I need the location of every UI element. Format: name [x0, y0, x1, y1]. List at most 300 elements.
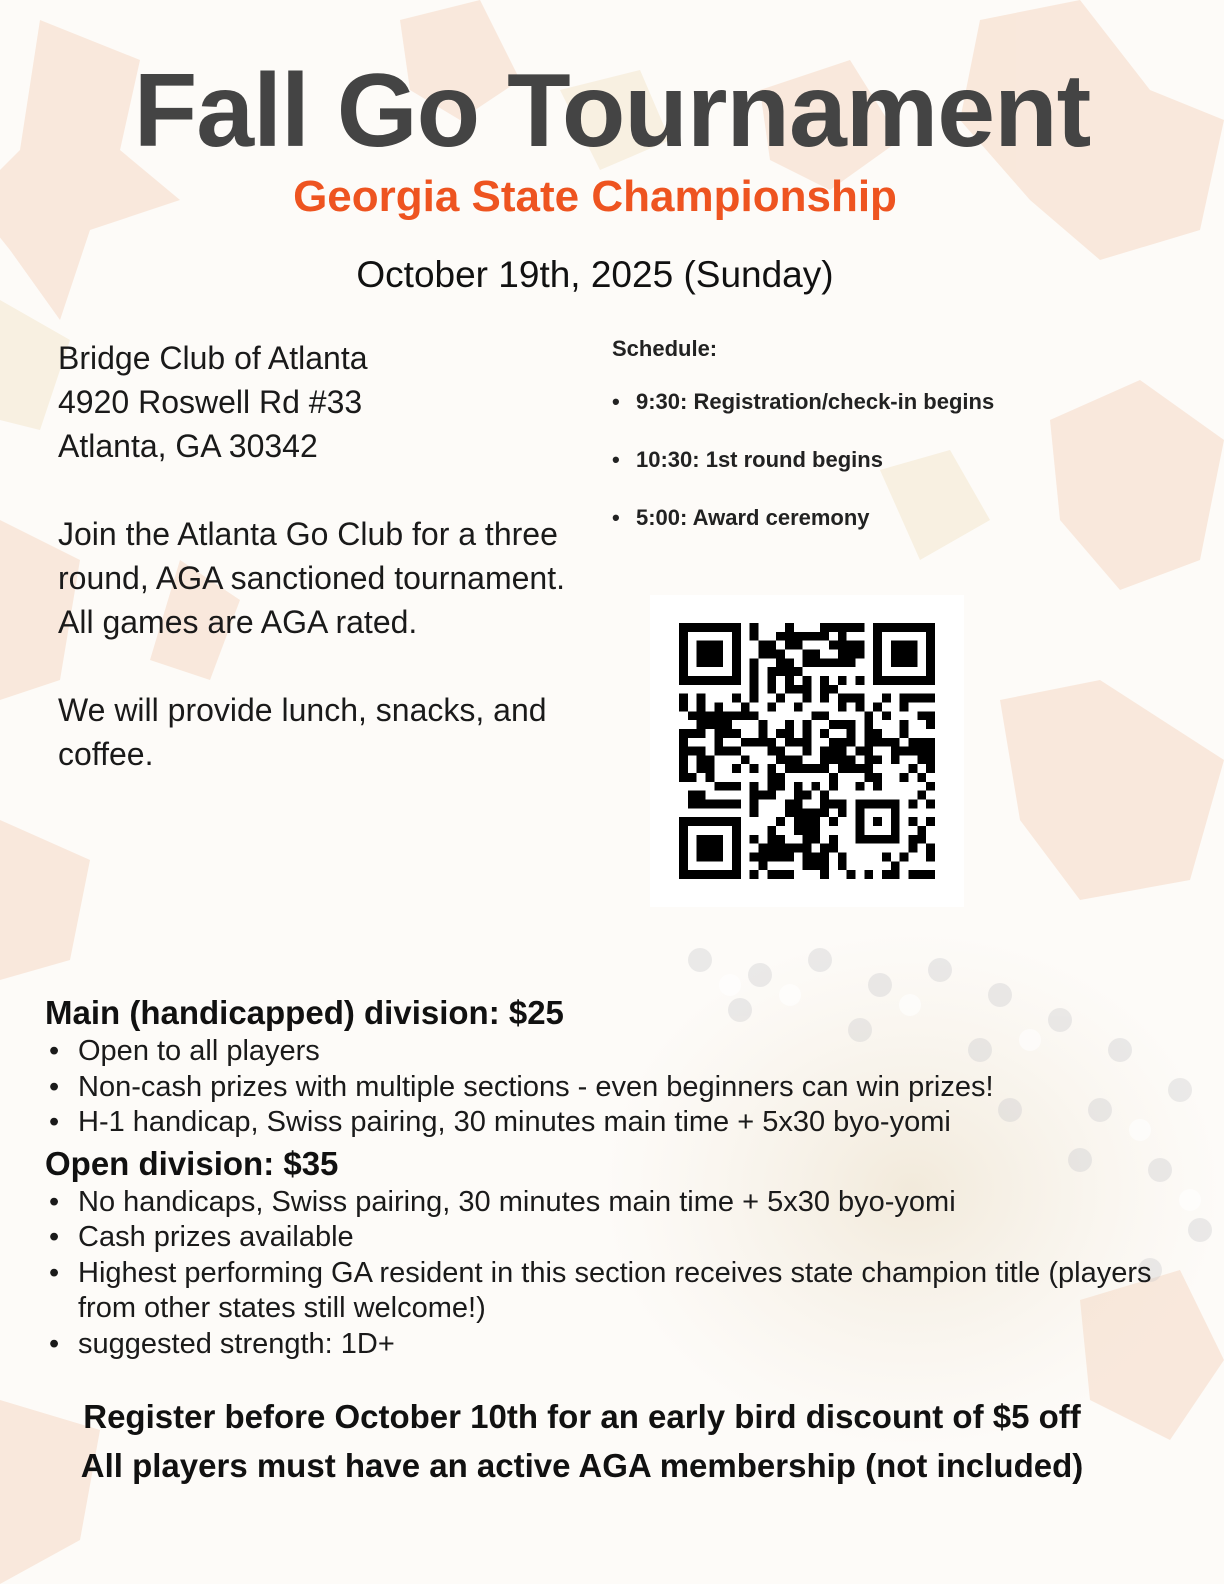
- qr-module: [864, 738, 873, 747]
- qr-module: [803, 808, 812, 817]
- qr-module: [767, 844, 776, 853]
- list-item: • Cash prizes available: [45, 1220, 1195, 1256]
- qr-module: [750, 685, 759, 694]
- qr-module: [723, 711, 732, 720]
- qr-module: [811, 632, 820, 641]
- qr-module: [767, 649, 776, 658]
- qr-module: [767, 764, 776, 773]
- event-description: Join the Atlanta Go Club for a three round, AGA sanctioned tournament. All games are AGA rated.: [58, 516, 565, 640]
- qr-module: [750, 835, 759, 844]
- qr-module: [785, 738, 794, 747]
- qr-module: [776, 658, 785, 667]
- qr-module: [767, 667, 776, 676]
- qr-module: [838, 632, 847, 641]
- qr-module: [926, 844, 935, 853]
- food-note: We will provide lunch, snacks, and coffee.: [58, 692, 547, 772]
- qr-module: [820, 632, 829, 641]
- qr-module: [750, 738, 759, 747]
- qr-module: [767, 685, 776, 694]
- qr-module: [758, 649, 767, 658]
- qr-module: [829, 747, 838, 756]
- qr-module: [803, 764, 812, 773]
- qr-module: [838, 747, 847, 756]
- qr-module: [714, 747, 723, 756]
- footer-notes: [0, 1392, 1164, 1490]
- qr-module: [776, 782, 785, 791]
- spacer: [58, 468, 578, 512]
- qr-module: [794, 800, 803, 809]
- early-bird-note: Register before October 10th for an early bird discount of $5 off: [83, 1398, 1081, 1435]
- qr-module: [820, 685, 829, 694]
- qr-module: [750, 800, 759, 809]
- qr-module: [829, 720, 838, 729]
- qr-module: [776, 773, 785, 782]
- qr-module: [679, 747, 688, 756]
- qr-module: [803, 747, 812, 756]
- venue-and-description: [58, 336, 578, 776]
- qr-module: [758, 738, 767, 747]
- qr-module: [811, 711, 820, 720]
- qr-module: [829, 755, 838, 764]
- qr-module: [767, 826, 776, 835]
- qr-module: [926, 747, 935, 756]
- qr-module: [820, 676, 829, 685]
- qr-module: [829, 623, 838, 632]
- qr-module: [794, 755, 803, 764]
- qr-module: [926, 694, 935, 703]
- qr-module: [864, 711, 873, 720]
- qr-module: [803, 844, 812, 853]
- qr-module: [794, 817, 803, 826]
- list-item: • suggested strength: 1D+: [45, 1327, 1195, 1363]
- qr-module: [750, 782, 759, 791]
- qr-module: [776, 835, 785, 844]
- qr-module: [741, 711, 750, 720]
- qr-module: [705, 764, 714, 773]
- qr-module: [829, 782, 838, 791]
- qr-module: [847, 729, 856, 738]
- qr-module: [909, 800, 918, 809]
- main-division-heading: Main (handicapped) division: $25: [45, 994, 564, 1031]
- qr-module: [794, 782, 803, 791]
- qr-module: [847, 623, 856, 632]
- qr-module: [776, 729, 785, 738]
- venue-city: Atlanta, GA 30342: [58, 428, 318, 464]
- qr-module: [767, 702, 776, 711]
- schedule-item: • 10:30: 1st round begins: [612, 446, 1132, 504]
- qr-module: [803, 658, 812, 667]
- divisions: [45, 992, 1195, 1364]
- qr-module: [803, 817, 812, 826]
- qr-module: [820, 870, 829, 879]
- qr-module: [794, 808, 803, 817]
- qr-module: [856, 764, 865, 773]
- list-item: • Open to all players: [45, 1034, 1195, 1070]
- qr-module: [776, 817, 785, 826]
- qr-module: [785, 658, 794, 667]
- schedule-title: Schedule:: [612, 336, 718, 361]
- qr-module: [688, 729, 697, 738]
- qr-module: [820, 694, 829, 703]
- qr-module: [803, 676, 812, 685]
- qr-module: [909, 694, 918, 703]
- page-subtitle: Georgia State Championship: [293, 172, 897, 221]
- qr-module: [873, 782, 882, 791]
- qr-module: [926, 870, 935, 879]
- qr-module: [679, 755, 688, 764]
- qr-module: [697, 764, 706, 773]
- qr-module: [723, 800, 732, 809]
- schedule-list: [612, 388, 1132, 562]
- qr-module: [794, 702, 803, 711]
- qr-module: [811, 808, 820, 817]
- qr-module: [767, 853, 776, 862]
- qr-module: [785, 685, 794, 694]
- qr-module: [803, 632, 812, 641]
- qr-module: [926, 817, 935, 826]
- qr-module: [758, 641, 767, 650]
- qr-module: [758, 729, 767, 738]
- qr-module: [838, 720, 847, 729]
- qr-module: [794, 685, 803, 694]
- qr-module: [829, 641, 838, 650]
- qr-module: [829, 835, 838, 844]
- schedule-item: • 9:30: Registration/check-in begins: [612, 388, 1132, 446]
- qr-module: [767, 870, 776, 879]
- qr-module: [926, 720, 935, 729]
- qr-module: [891, 738, 900, 747]
- qr-module: [864, 729, 873, 738]
- qr-module: [697, 729, 706, 738]
- qr-module: [723, 747, 732, 756]
- qr-module: [838, 641, 847, 650]
- qr-module: [697, 800, 706, 809]
- qr-module: [767, 676, 776, 685]
- qr-module: [679, 738, 688, 747]
- qr-module: [829, 817, 838, 826]
- qr-module: [873, 702, 882, 711]
- qr-module: [838, 755, 847, 764]
- qr-module: [785, 844, 794, 853]
- qr-module: [917, 826, 926, 835]
- qr-module: [705, 773, 714, 782]
- qr-module: [829, 844, 838, 853]
- qr-module: [900, 747, 909, 756]
- qr-module: [741, 738, 750, 747]
- qr-module: [847, 720, 856, 729]
- list-item: • Highest performing GA resident in this section receives state champion title (players from other states still welcome!): [45, 1256, 1195, 1327]
- qr-module: [820, 764, 829, 773]
- qr-module: [785, 870, 794, 879]
- qr-code-icon: [678, 623, 936, 879]
- qr-module: [882, 870, 891, 879]
- qr-module: [838, 764, 847, 773]
- qr-module: [679, 702, 688, 711]
- qr-module: [750, 853, 759, 862]
- qr-module: [811, 649, 820, 658]
- venue-name: Bridge Club of Atlanta: [58, 340, 368, 376]
- qr-module: [803, 791, 812, 800]
- qr-module: [917, 791, 926, 800]
- qr-module: [776, 844, 785, 853]
- qr-module: [767, 641, 776, 650]
- qr-module: [891, 747, 900, 756]
- qr-module: [891, 755, 900, 764]
- qr-module: [714, 782, 723, 791]
- qr-module: [838, 694, 847, 703]
- qr-module: [803, 729, 812, 738]
- qr-module: [838, 861, 847, 870]
- qr-module: [776, 667, 785, 676]
- qr-module: [847, 641, 856, 650]
- qr-module: [811, 782, 820, 791]
- qr-module: [856, 702, 865, 711]
- qr-module: [785, 641, 794, 650]
- qr-module: [714, 729, 723, 738]
- qr-module: [741, 755, 750, 764]
- qr-module: [900, 729, 909, 738]
- qr-module: [785, 632, 794, 641]
- qr-module: [909, 738, 918, 747]
- qr-module: [714, 711, 723, 720]
- qr-module: [873, 755, 882, 764]
- qr-module: [750, 676, 759, 685]
- qr-module: [679, 764, 688, 773]
- qr-module: [750, 632, 759, 641]
- qr-module: [705, 720, 714, 729]
- qr-module: [750, 694, 759, 703]
- qr-module: [767, 835, 776, 844]
- qr-module: [847, 870, 856, 879]
- qr-module: [856, 676, 865, 685]
- qr-module: [697, 694, 706, 703]
- qr-module: [794, 764, 803, 773]
- qr-module: [917, 694, 926, 703]
- qr-module: [750, 870, 759, 879]
- qr-module: [891, 861, 900, 870]
- qr-module: [864, 747, 873, 756]
- qr-module: [697, 755, 706, 764]
- qr-module: [785, 667, 794, 676]
- qr-module: [829, 738, 838, 747]
- qr-module: [697, 791, 706, 800]
- qr-module: [679, 694, 688, 703]
- qr-module: [803, 826, 812, 835]
- qr-module: [838, 702, 847, 711]
- qr-module: [714, 738, 723, 747]
- qr-module: [697, 702, 706, 711]
- qr-module: [926, 853, 935, 862]
- qr-module: [820, 623, 829, 632]
- list-item: • H-1 handicap, Swiss pairing, 30 minutes main time + 5x30 byo-yomi: [45, 1105, 1195, 1141]
- qr-module: [856, 649, 865, 658]
- qr-module: [732, 729, 741, 738]
- qr-module: [794, 738, 803, 747]
- qr-module: [723, 729, 732, 738]
- qr-module: [785, 853, 794, 862]
- schedule: [612, 336, 1132, 562]
- qr-module: [803, 685, 812, 694]
- qr-module: [758, 861, 767, 870]
- qr-module: [926, 782, 935, 791]
- qr-module: [811, 826, 820, 835]
- qr-module: [838, 853, 847, 862]
- schedule-item: • 5:00: Award ceremony: [612, 504, 1132, 562]
- qr-module: [820, 861, 829, 870]
- qr-module: [926, 800, 935, 809]
- qr-module: [723, 720, 732, 729]
- qr-module: [917, 738, 926, 747]
- qr-module: [750, 764, 759, 773]
- qr-module: [864, 870, 873, 879]
- main-division-list: [45, 1034, 1195, 1141]
- qr-module: [864, 755, 873, 764]
- qr-module: [900, 773, 909, 782]
- qr-module: [811, 861, 820, 870]
- qr-module: [803, 720, 812, 729]
- qr-module: [900, 702, 909, 711]
- qr-module: [909, 817, 918, 826]
- qr-module: [767, 747, 776, 756]
- qr-module: [838, 738, 847, 747]
- qr-module: [909, 835, 918, 844]
- qr-module: [705, 755, 714, 764]
- qr-module: [785, 720, 794, 729]
- qr-module: [723, 782, 732, 791]
- qr-module: [794, 641, 803, 650]
- qr-module: [926, 738, 935, 747]
- qr-module: [705, 711, 714, 720]
- qr-module: [732, 747, 741, 756]
- qr-module: [917, 773, 926, 782]
- qr-module: [811, 658, 820, 667]
- qr-module: [820, 729, 829, 738]
- qr-module: [820, 755, 829, 764]
- qr-module: [803, 835, 812, 844]
- qr-module: [776, 747, 785, 756]
- qr-module: [856, 623, 865, 632]
- venue-street: 4920 Roswell Rd #33: [58, 384, 363, 420]
- qr-module: [917, 711, 926, 720]
- qr-module: [847, 738, 856, 747]
- qr-module: [776, 649, 785, 658]
- qr-module: [767, 738, 776, 747]
- open-division-heading: Open division: $35: [45, 1144, 339, 1182]
- qr-module: [820, 711, 829, 720]
- spacer: [58, 644, 578, 688]
- qr-module: [917, 747, 926, 756]
- qr-module: [838, 800, 847, 809]
- qr-module: [750, 658, 759, 667]
- qr-module: [750, 667, 759, 676]
- qr-module: [829, 773, 838, 782]
- page-title: Fall Go Tournament: [133, 53, 1091, 169]
- qr-module: [688, 747, 697, 756]
- qr-module: [750, 791, 759, 800]
- qr-module: [882, 738, 891, 747]
- qr-module: [785, 676, 794, 685]
- qr-module: [882, 853, 891, 862]
- qr-module: [820, 747, 829, 756]
- qr-module: [732, 711, 741, 720]
- qr-module: [705, 800, 714, 809]
- event-date: October 19th, 2025 (Sunday): [356, 254, 834, 295]
- qr-module: [697, 747, 706, 756]
- qr-module: [829, 685, 838, 694]
- qr-module: [785, 623, 794, 632]
- qr-module: [820, 853, 829, 862]
- qr-module: [847, 649, 856, 658]
- qr-module: [900, 853, 909, 862]
- qr-module: [917, 835, 926, 844]
- qr-module: [882, 711, 891, 720]
- qr-module: [803, 853, 812, 862]
- qr-module: [873, 773, 882, 782]
- qr-module: [794, 844, 803, 853]
- membership-note: All players must have an active AGA membership (not included): [80, 1447, 1084, 1484]
- list-item: • Non-cash prizes with multiple sections - even beginners can win prizes!: [45, 1070, 1195, 1106]
- qr-module: [750, 808, 759, 817]
- qr-module: [785, 729, 794, 738]
- qr-module: [776, 694, 785, 703]
- qr-module: [909, 764, 918, 773]
- qr-module: [909, 747, 918, 756]
- qr-module: [758, 791, 767, 800]
- qr-module: [917, 870, 926, 879]
- qr-module: [856, 694, 865, 703]
- qr-module: [750, 711, 759, 720]
- registration-qr-code[interactable]: [650, 595, 964, 907]
- qr-module: [776, 853, 785, 862]
- list-item: • No handicaps, Swiss pairing, 30 minutes main time + 5x30 byo-yomi: [45, 1185, 1195, 1221]
- qr-module: [732, 800, 741, 809]
- qr-module: [926, 711, 935, 720]
- qr-module: [785, 755, 794, 764]
- qr-module: [767, 782, 776, 791]
- qr-module: [803, 649, 812, 658]
- qr-module: [767, 791, 776, 800]
- qr-module: [688, 800, 697, 809]
- qr-module: [864, 764, 873, 773]
- qr-module: [847, 755, 856, 764]
- qr-module: [785, 800, 794, 809]
- qr-module: [909, 844, 918, 853]
- qr-module: [856, 782, 865, 791]
- qr-module: [926, 755, 935, 764]
- qr-module: [803, 861, 812, 870]
- qr-module: [697, 711, 706, 720]
- qr-module: [758, 844, 767, 853]
- qr-module: [820, 658, 829, 667]
- qr-module: [847, 764, 856, 773]
- qr-module: [820, 800, 829, 809]
- qr-module: [776, 870, 785, 879]
- qr-module: [838, 808, 847, 817]
- qr-module: [794, 826, 803, 835]
- qr-module: [776, 632, 785, 641]
- qr-module: [732, 782, 741, 791]
- qr-module: [900, 694, 909, 703]
- qr-module: [803, 694, 812, 703]
- qr-module: [820, 844, 829, 853]
- qr-module: [829, 658, 838, 667]
- qr-module: [811, 764, 820, 773]
- qr-module: [688, 791, 697, 800]
- qr-module: [679, 729, 688, 738]
- qr-module: [829, 800, 838, 809]
- qr-module: [688, 773, 697, 782]
- qr-module: [882, 694, 891, 703]
